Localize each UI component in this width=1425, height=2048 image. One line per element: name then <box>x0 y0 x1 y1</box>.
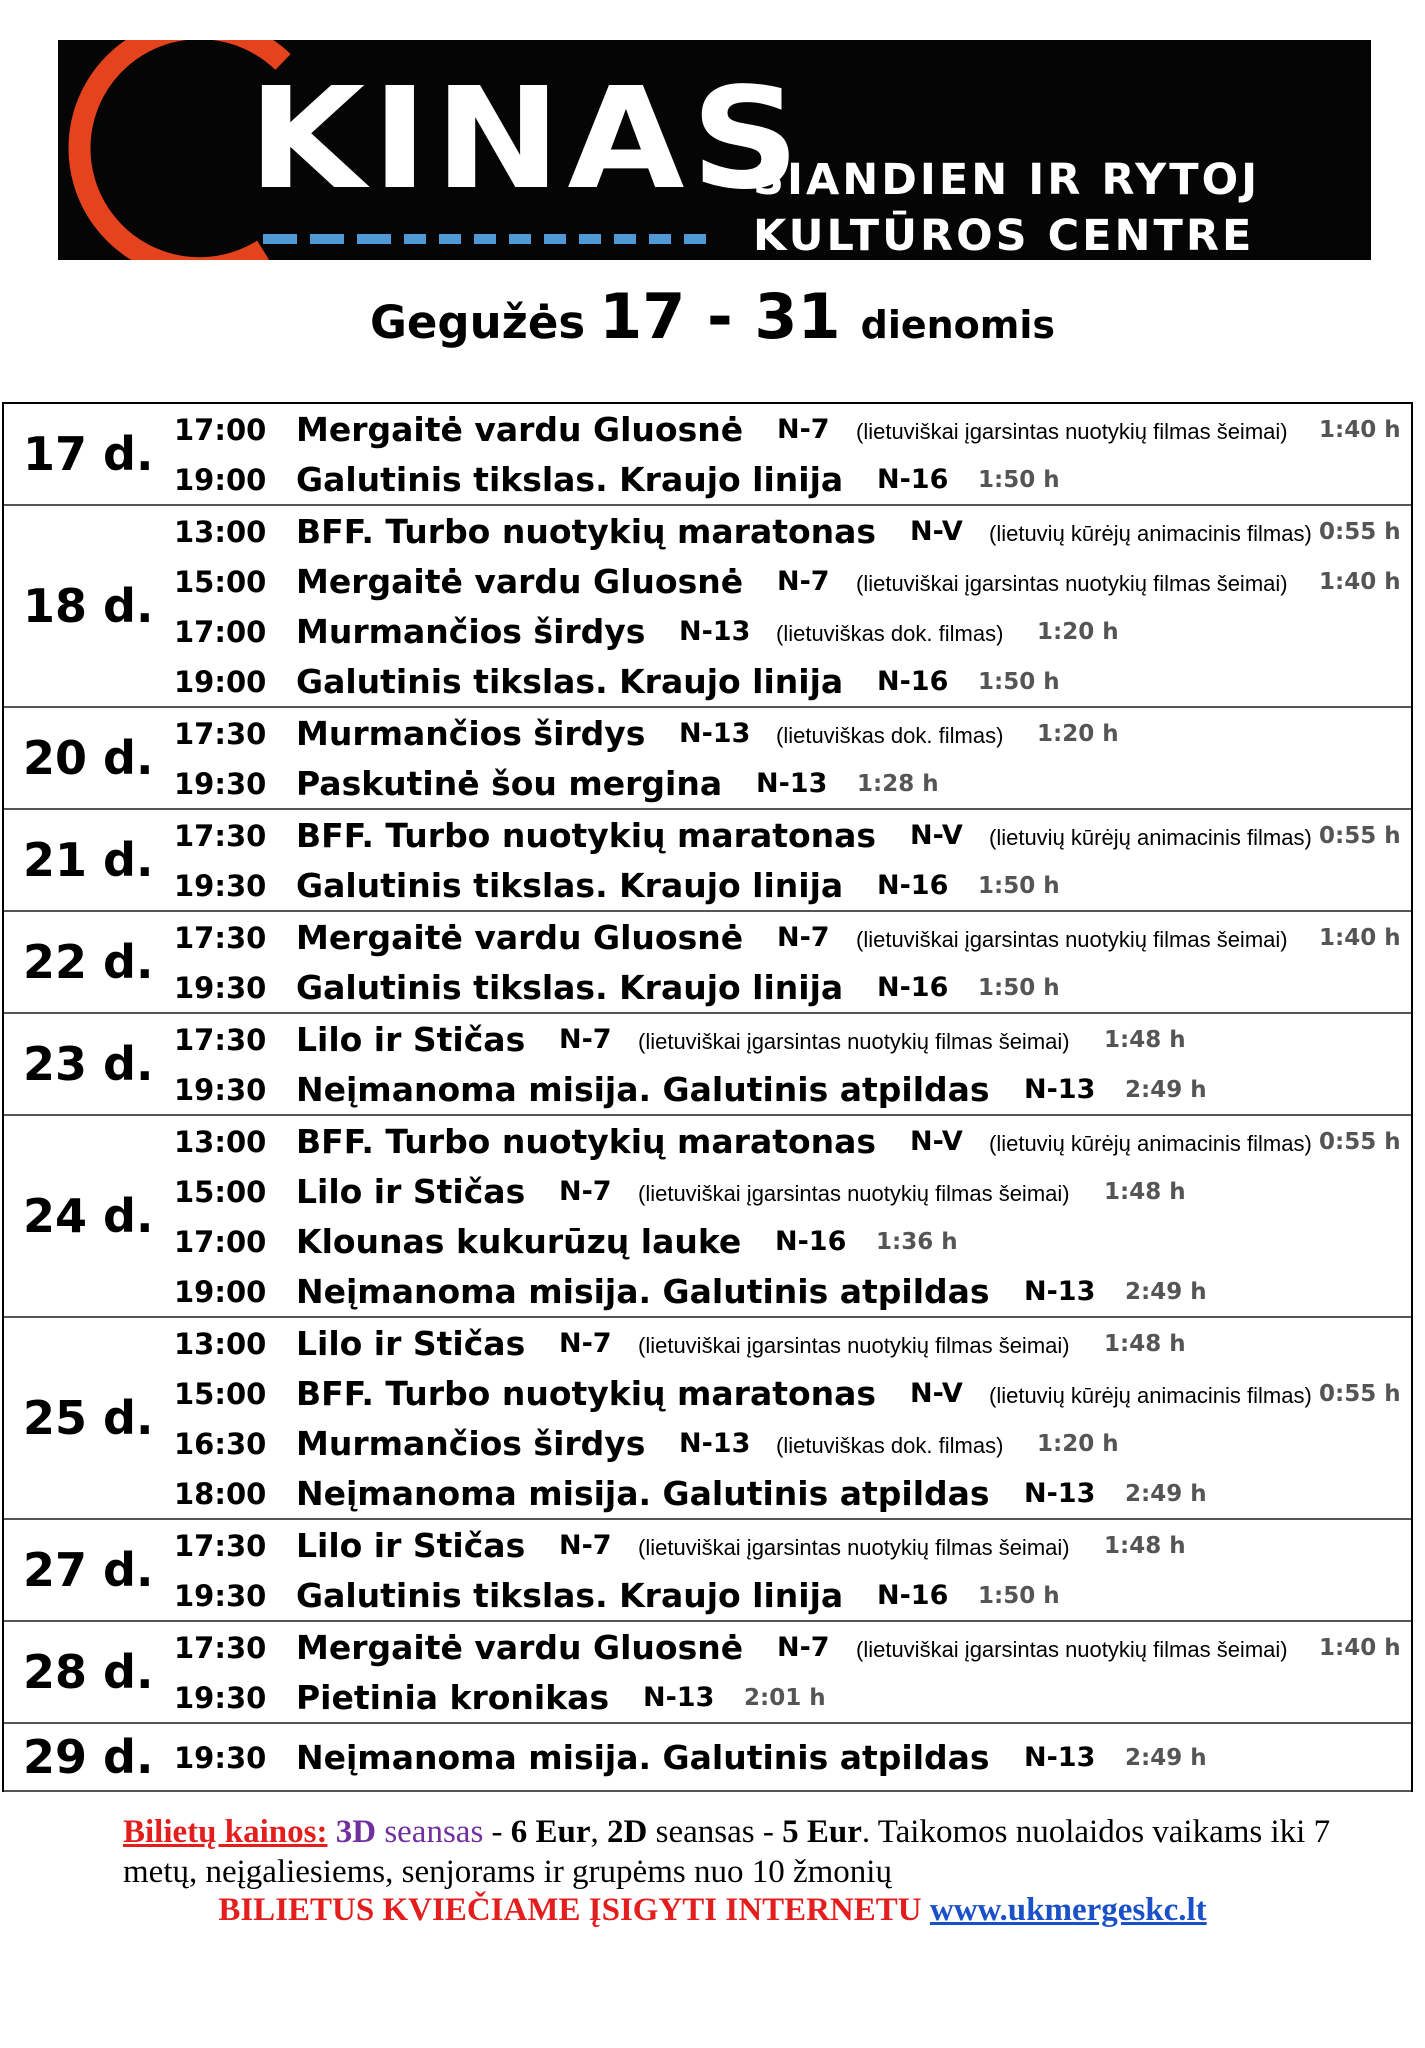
price-3d-format: 3D <box>335 1814 377 1850</box>
prices-label: Bilietų kainos: <box>123 1814 328 1850</box>
movie-description: (lietuvių kūrėjų animacinis filmas) <box>989 521 1312 546</box>
movie-title: Mergaitė vardu Gluosnė <box>296 410 744 449</box>
age-rating: N-7 <box>559 1328 612 1359</box>
price-3d-word: seansas <box>376 1814 484 1850</box>
screening-time: 19:30 <box>174 1681 267 1715</box>
schedule-table <box>2 402 1413 1792</box>
date-range-heading <box>0 280 1425 353</box>
movie-title: Pietinia kronikas <box>296 1678 610 1717</box>
screening-time: 17:30 <box>174 921 267 955</box>
age-rating: N-13 <box>1024 1742 1096 1773</box>
movie-title: Neįmanoma misija. Galutinis atpildas <box>296 1070 990 1109</box>
price-3d-value: 6 Eur <box>510 1814 591 1850</box>
movie-title: Klounas kukurūzų lauke <box>296 1222 742 1261</box>
age-rating: N-7 <box>777 566 830 597</box>
movie-description: (lietuvių kūrėjų animacinis filmas) <box>989 825 1312 850</box>
movie-description: (lietuviškai įgarsintas nuotykių filmas šeimai) <box>638 1333 1070 1358</box>
screening-time: 15:00 <box>174 1175 267 1209</box>
movie-title: Neįmanoma misija. Galutinis atpildas <box>296 1738 990 1777</box>
logo-dash <box>357 234 391 244</box>
age-rating: N-13 <box>1024 1478 1096 1509</box>
movie-duration: 1:48 h <box>1104 1027 1186 1053</box>
movie-title: Lilo ir Stičas <box>296 1172 526 1211</box>
movie-duration: 1:20 h <box>1037 619 1119 645</box>
logo-dash <box>544 234 566 244</box>
age-rating: N-13 <box>756 768 828 799</box>
tagline <box>753 152 1260 260</box>
date-heading-month: Gegužės <box>369 296 586 349</box>
screening-row <box>4 1064 1411 1114</box>
movie-description: (lietuviškai įgarsintas nuotykių filmas šeimai) <box>638 1029 1070 1054</box>
movie-description: (lietuviškai įgarsintas nuotykių filmas šeimai) <box>856 1637 1288 1662</box>
screening-row <box>4 912 1411 962</box>
screening-time: 15:00 <box>174 565 267 599</box>
movie-description: (lietuvių kūrėjų animacinis filmas) <box>989 1383 1312 1408</box>
movie-title: Paskutinė šou mergina <box>296 764 723 803</box>
discount-text: . Taikomos nuolaidos vaikams iki 7 metų, neįgaliesiems, senjorams ir grupėms nuo 10 žmonių <box>123 1814 1331 1890</box>
logo-dash-line <box>263 232 713 246</box>
movie-title: Galutinis tikslas. Kraujo linija <box>296 1576 844 1615</box>
movie-duration: 1:50 h <box>978 873 1060 899</box>
movie-title: Lilo ir Stičas <box>296 1526 526 1565</box>
cta-text: BILIETUS KVIEČIAME ĮSIGYTI INTERNETU <box>218 1892 922 1928</box>
screening-row <box>4 506 1411 556</box>
day-label: 27 d. <box>23 1543 154 1597</box>
movie-duration: 1:40 h <box>1319 925 1401 951</box>
age-rating: N-V <box>910 516 963 547</box>
day-block <box>4 708 1411 810</box>
screening-time: 13:00 <box>174 515 267 549</box>
day-block <box>4 912 1411 1014</box>
screening-row <box>4 1520 1411 1570</box>
day-block <box>4 1724 1411 1792</box>
logo-dash <box>684 234 706 244</box>
screening-time: 19:30 <box>174 1741 267 1775</box>
movie-duration: 0:55 h <box>1319 823 1401 849</box>
screening-time: 17:00 <box>174 413 267 447</box>
age-rating: N-16 <box>877 870 949 901</box>
movie-description: (lietuviškai įgarsintas nuotykių filmas šeimai) <box>638 1181 1070 1206</box>
movie-duration: 2:49 h <box>1125 1481 1207 1507</box>
screening-time: 13:00 <box>174 1125 267 1159</box>
movie-duration: 1:28 h <box>857 771 939 797</box>
movie-title: Galutinis tikslas. Kraujo linija <box>296 662 844 701</box>
age-rating: N-13 <box>1024 1276 1096 1307</box>
screening-row <box>4 708 1411 758</box>
screening-row <box>4 758 1411 808</box>
screening-row <box>4 1570 1411 1620</box>
screening-time: 18:00 <box>174 1477 267 1511</box>
day-block <box>4 810 1411 912</box>
day-label: 18 d. <box>23 579 154 633</box>
movie-duration: 2:49 h <box>1125 1279 1207 1305</box>
ticket-prices: Bilietų kainos: 3D seansas - 6 Eur, 2D seansas - 5 Eur. Taikomos nuolaidos vaikams iki 7 metų, neįgaliesiems, senjorams ir grupėms nuo 10 žmonių <box>123 1814 1331 1890</box>
day-label: 23 d. <box>23 1037 154 1091</box>
movie-title: Murmančios širdys <box>296 1424 646 1463</box>
day-label: 24 d. <box>23 1189 154 1243</box>
screening-time: 19:00 <box>174 665 267 699</box>
screening-row <box>4 1318 1411 1368</box>
age-rating: N-13 <box>679 1428 751 1459</box>
screening-row <box>4 1116 1411 1166</box>
movie-description: (lietuviškai įgarsintas nuotykių filmas šeimai) <box>856 571 1288 596</box>
movie-duration: 1:40 h <box>1319 1635 1401 1661</box>
movie-title: Neįmanoma misija. Galutinis atpildas <box>296 1272 990 1311</box>
day-block <box>4 506 1411 708</box>
day-block <box>4 1116 1411 1318</box>
movie-title: Mergaitė vardu Gluosnė <box>296 562 744 601</box>
screening-time: 19:30 <box>174 869 267 903</box>
age-rating: N-16 <box>775 1226 847 1257</box>
movie-title: BFF. Turbo nuotykių maratonas <box>296 1374 877 1413</box>
movie-duration: 1:50 h <box>978 669 1060 695</box>
age-rating: N-16 <box>877 464 949 495</box>
day-block <box>4 404 1411 506</box>
movie-duration: 2:01 h <box>744 1685 826 1711</box>
screening-row <box>4 1368 1411 1418</box>
movie-title: Neįmanoma misija. Galutinis atpildas <box>296 1474 990 1513</box>
age-rating: N-V <box>910 1378 963 1409</box>
age-rating: N-16 <box>877 1580 949 1611</box>
age-rating: N-7 <box>559 1530 612 1561</box>
movie-duration: 1:20 h <box>1037 721 1119 747</box>
screening-time: 17:30 <box>174 819 267 853</box>
screening-time: 17:00 <box>174 615 267 649</box>
screening-time: 19:00 <box>174 463 267 497</box>
movie-duration: 0:55 h <box>1319 1129 1401 1155</box>
logo-dash <box>310 234 344 244</box>
age-rating: N-13 <box>643 1682 715 1713</box>
screening-row <box>4 556 1411 606</box>
screening-row <box>4 454 1411 504</box>
logo-dash <box>404 234 426 244</box>
screening-time: 17:30 <box>174 1023 267 1057</box>
screening-time: 13:00 <box>174 1327 267 1361</box>
movie-duration: 1:48 h <box>1104 1331 1186 1357</box>
date-heading-range: 17 - 31 <box>599 280 841 353</box>
header-banner <box>58 40 1371 260</box>
day-label: 21 d. <box>23 833 154 887</box>
logo-wordmark: KINAS <box>248 58 807 221</box>
tagline-line-2: KULTŪROS CENTRE <box>753 211 1255 260</box>
age-rating: N-7 <box>777 922 830 953</box>
day-block <box>4 1520 1411 1622</box>
logo-dash <box>509 234 531 244</box>
price-2d-format: 2D <box>607 1814 648 1850</box>
screening-row <box>4 860 1411 910</box>
age-rating: N-7 <box>559 1176 612 1207</box>
movie-description: (lietuvių kūrėjų animacinis filmas) <box>989 1131 1312 1156</box>
age-rating: N-7 <box>777 414 830 445</box>
movie-title: Murmančios širdys <box>296 612 646 651</box>
screening-time: 15:00 <box>174 1377 267 1411</box>
movie-duration: 0:55 h <box>1319 519 1401 545</box>
logo-dash <box>579 234 601 244</box>
age-rating: N-7 <box>559 1024 612 1055</box>
day-label: 28 d. <box>23 1645 154 1699</box>
movie-description: (lietuviškai įgarsintas nuotykių filmas šeimai) <box>638 1535 1070 1560</box>
age-rating: N-V <box>910 1126 963 1157</box>
movie-duration: 1:48 h <box>1104 1179 1186 1205</box>
screening-time: 17:30 <box>174 717 267 751</box>
logo-dash <box>263 234 297 244</box>
screening-time: 19:30 <box>174 1579 267 1613</box>
screening-time: 19:30 <box>174 767 267 801</box>
movie-duration: 1:20 h <box>1037 1431 1119 1457</box>
day-label: 20 d. <box>23 731 154 785</box>
movie-duration: 2:49 h <box>1125 1745 1207 1771</box>
movie-description: (lietuviškas dok. filmas) <box>776 723 1004 748</box>
movie-duration: 1:50 h <box>978 467 1060 493</box>
screening-row <box>4 404 1411 454</box>
screening-time: 19:30 <box>174 1073 267 1107</box>
screening-row <box>4 1732 1411 1782</box>
age-rating: N-13 <box>1024 1074 1096 1105</box>
day-block <box>4 1014 1411 1116</box>
screening-time: 17:30 <box>174 1631 267 1665</box>
movie-duration: 0:55 h <box>1319 1381 1401 1407</box>
movie-title: Galutinis tikslas. Kraujo linija <box>296 866 844 905</box>
movie-title: BFF. Turbo nuotykių maratonas <box>296 512 877 551</box>
movie-duration: 1:40 h <box>1319 569 1401 595</box>
logo-dash <box>474 234 496 244</box>
day-label: 29 d. <box>23 1730 154 1784</box>
screening-row <box>4 1166 1411 1216</box>
age-rating: N-16 <box>877 666 949 697</box>
movie-title: BFF. Turbo nuotykių maratonas <box>296 816 877 855</box>
day-label: 17 d. <box>23 427 154 481</box>
date-heading-suffix: dienomis <box>860 303 1056 347</box>
screening-row <box>4 606 1411 656</box>
screening-time: 19:00 <box>174 1275 267 1309</box>
screening-row <box>4 1468 1411 1518</box>
screening-row <box>4 1266 1411 1316</box>
movie-title: Mergaitė vardu Gluosnė <box>296 918 744 957</box>
day-label: 25 d. <box>23 1391 154 1445</box>
screening-row <box>4 1418 1411 1468</box>
day-block <box>4 1622 1411 1724</box>
movie-duration: 1:48 h <box>1104 1533 1186 1559</box>
movie-title: Murmančios širdys <box>296 714 646 753</box>
day-block <box>4 1318 1411 1520</box>
logo-dash <box>439 234 461 244</box>
movie-duration: 2:49 h <box>1125 1077 1207 1103</box>
movie-description: (lietuviškai įgarsintas nuotykių filmas šeimai) <box>856 419 1288 444</box>
movie-title: Lilo ir Stičas <box>296 1020 526 1059</box>
day-label: 22 d. <box>23 935 154 989</box>
price-2d-word: seansas <box>647 1814 755 1850</box>
movie-duration: 1:36 h <box>876 1229 958 1255</box>
age-rating: N-13 <box>679 616 751 647</box>
screening-time: 19:30 <box>174 971 267 1005</box>
screening-time: 17:30 <box>174 1529 267 1563</box>
screening-row <box>4 1216 1411 1266</box>
screening-row <box>4 1622 1411 1672</box>
movie-title: Mergaitė vardu Gluosnė <box>296 1628 744 1667</box>
movie-description: (lietuviškas dok. filmas) <box>776 621 1004 646</box>
screening-time: 17:00 <box>174 1225 267 1259</box>
screening-row <box>4 1672 1411 1722</box>
tagline-line-1: ŠIANDIEN IR RYTOJ <box>753 155 1261 205</box>
screening-time: 16:30 <box>174 1427 267 1461</box>
movie-title: BFF. Turbo nuotykių maratonas <box>296 1122 877 1161</box>
screening-row <box>4 962 1411 1012</box>
age-rating: N-7 <box>777 1632 830 1663</box>
movie-title: Galutinis tikslas. Kraujo linija <box>296 460 844 499</box>
movie-title: Lilo ir Stičas <box>296 1324 526 1363</box>
movie-description: (lietuviškai įgarsintas nuotykių filmas šeimai) <box>856 927 1288 952</box>
movie-title: Galutinis tikslas. Kraujo linija <box>296 968 844 1007</box>
movie-duration: 1:50 h <box>978 975 1060 1001</box>
screening-row <box>4 810 1411 860</box>
logo-dash <box>649 234 671 244</box>
movie-description: (lietuviškas dok. filmas) <box>776 1433 1004 1458</box>
website-link[interactable]: www.ukmergeskc.lt <box>929 1892 1207 1928</box>
age-rating: N-13 <box>679 718 751 749</box>
age-rating: N-16 <box>877 972 949 1003</box>
movie-duration: 1:50 h <box>978 1583 1060 1609</box>
logo-dash <box>614 234 636 244</box>
age-rating: N-V <box>910 820 963 851</box>
screening-row <box>4 656 1411 706</box>
movie-duration: 1:40 h <box>1319 417 1401 443</box>
screening-row <box>4 1014 1411 1064</box>
online-tickets-cta <box>0 1890 1425 1930</box>
price-2d-value: 5 Eur <box>782 1814 862 1850</box>
